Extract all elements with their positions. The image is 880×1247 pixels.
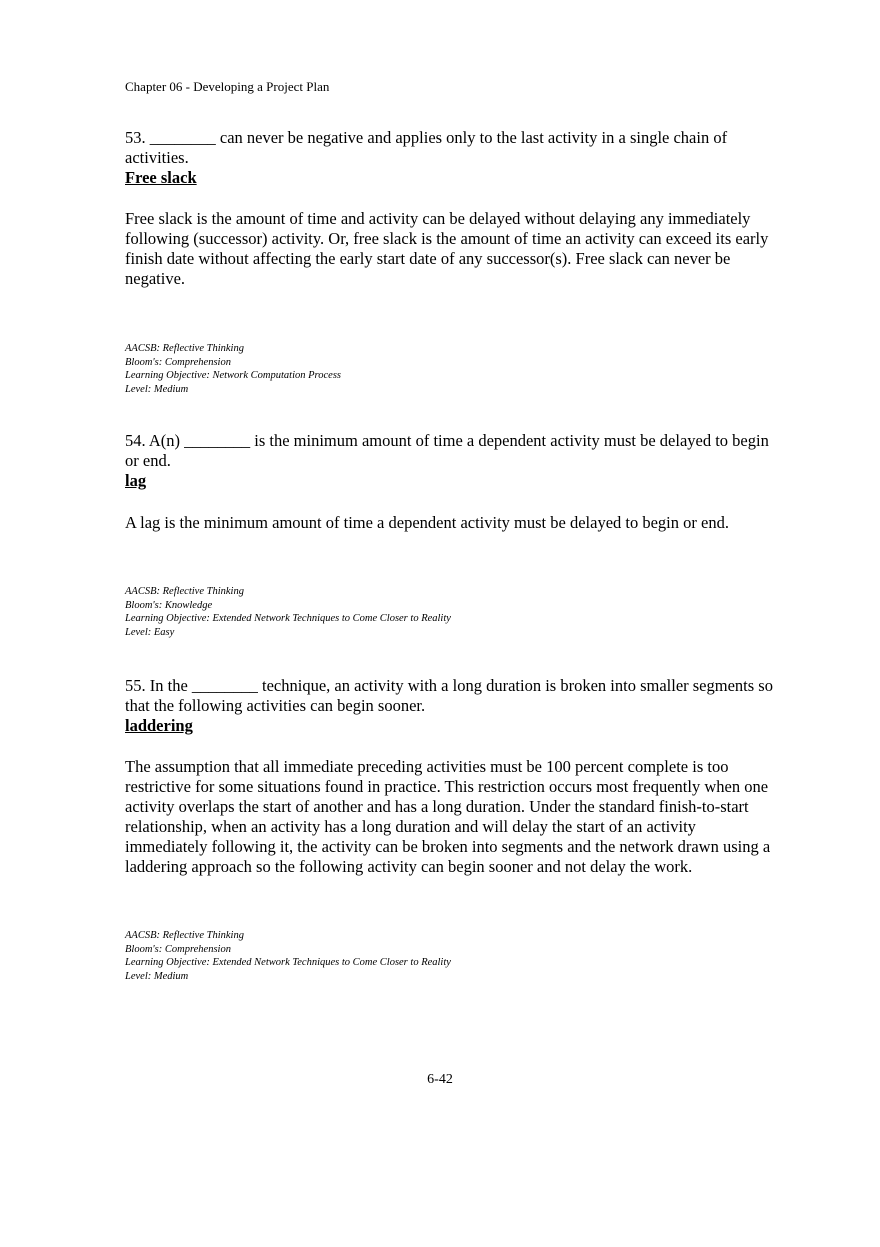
question-explanation: The assumption that all immediate preceding activities must be 100 percent complete is too restrictive for some situations found in practice. This restriction occurs most frequently when one activity overlaps the start of another and has a long duration. Under the standard finish-to-start relationship, when an activity has a long duration and will delay the start of an activity immediately following it, the activity can be broken into segments and the network drawn using a laddering approach so the following activity can begin sooner and not delay the work. bbox=[125, 757, 771, 876]
meta-aacsb: AACSB: Reflective Thinking bbox=[125, 930, 244, 941]
question-answer: lag bbox=[125, 471, 147, 490]
page-number: 6-42 bbox=[427, 1072, 453, 1087]
meta-level: Level: Easy bbox=[125, 626, 175, 638]
question-explanation: A lag is the minimum amount of time a dependent activity must be delayed to begin or end. bbox=[125, 513, 729, 532]
question-prompt: 55. In the ________ technique, an activity with a long duration is broken into smaller segments so that the following activities can begin sooner. bbox=[125, 676, 773, 715]
meta-aacsb: AACSB: Reflective Thinking bbox=[125, 343, 244, 354]
question-answer: laddering bbox=[125, 716, 193, 735]
question-meta bbox=[125, 929, 451, 983]
meta-blooms: Bloom's: Knowledge bbox=[125, 599, 213, 611]
question-54 bbox=[125, 431, 775, 638]
meta-blooms: Bloom's: Comprehension bbox=[125, 356, 231, 368]
question-53 bbox=[125, 128, 775, 395]
question-meta bbox=[125, 585, 451, 639]
meta-level: Level: Medium bbox=[125, 970, 189, 982]
question-meta bbox=[125, 342, 341, 396]
question-prompt: 54. A(n) ________ is the minimum amount of time a dependent activity must be delayed to begin or end. bbox=[125, 431, 769, 470]
meta-blooms: Bloom's: Comprehension bbox=[125, 943, 231, 955]
meta-objective: Learning Objective: Network Computation Process bbox=[125, 370, 341, 382]
meta-aacsb: AACSB: Reflective Thinking bbox=[125, 586, 244, 597]
question-explanation: Free slack is the amount of time and activity can be delayed without delaying any immediately following (successor) activity. Or, free slack is the amount of time an activity can exceed its early finish date without affecting the early start date of any successor(s). Free slack can never be negative. bbox=[125, 209, 769, 288]
meta-objective: Learning Objective: Extended Network Techniques to Come Closer to Reality bbox=[125, 957, 451, 969]
chapter-header: Chapter 06 - Developing a Project Plan bbox=[125, 79, 330, 94]
meta-objective: Learning Objective: Extended Network Techniques to Come Closer to Reality bbox=[125, 613, 451, 625]
question-prompt: 53. ________ can never be negative and applies only to the last activity in a single chain of activities. bbox=[125, 128, 728, 167]
meta-level: Level: Medium bbox=[125, 383, 189, 395]
question-55 bbox=[125, 676, 775, 982]
question-answer: Free slack bbox=[125, 168, 197, 187]
